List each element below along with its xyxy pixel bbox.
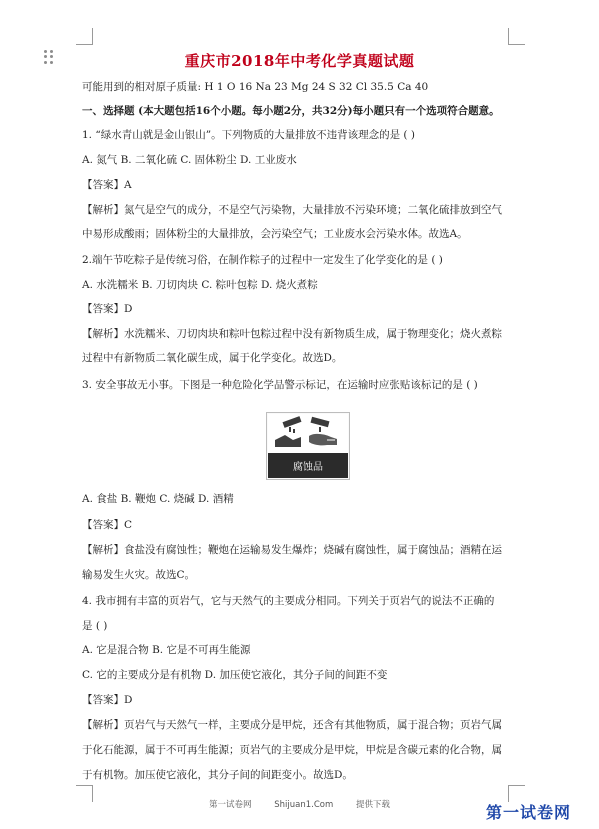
- footer-right: 提供下载: [355, 800, 390, 810]
- analysis-4-line-3: 于有机物。加压使它液化，其分子间的间距变小。故选D。: [82, 769, 353, 781]
- analysis-4-line-1: 【解析】页岩气与天然气一样，主要成分是甲烷，还含有其他物质，属于混合物；页岩气属: [82, 719, 502, 731]
- corrosive-warning-sign: [266, 412, 350, 480]
- analysis-4-line-2: 于化石能源，属于不可再生能源；页岩气的主要成分是甲烷，甲烷是含碳元素的化合物，属: [82, 744, 502, 756]
- analysis-3-line-1: 【解析】食盐没有腐蚀性；鞭炮在运输易发生爆炸；烧碱有腐蚀性，属于腐蚀品；酒精在运: [82, 544, 502, 556]
- analysis-1-line-1: 【解析】氮气是空气的成分，不是空气污染物，大量排放不污染环境；二氧化硫排放到空气: [82, 204, 502, 216]
- crop-mark-top-right: [508, 28, 525, 45]
- footer-left: 第一试卷网: [209, 800, 252, 810]
- answer-1: 【答案】A: [82, 179, 132, 191]
- analysis-2-line-1: 【解析】水洗糯米、刀切肉块和粽叶包粽过程中没有新物质生成，属于物理变化；烧火煮粽: [82, 328, 502, 340]
- analysis-1-line-2: 中易形成酸雨；固体粉尘的大量排放，会污染空气；工业废水会污染水体。故选A。: [82, 228, 468, 240]
- question-3-options: A. 食盐 B. 鞭炮 C. 烧碱 D. 酒精: [82, 493, 234, 505]
- answer-2: 【答案】D: [82, 303, 133, 315]
- question-2: 2.端午节吃粽子是传统习俗，在制作粽子的过程中一定发生了化学变化的是 ( ): [82, 254, 443, 266]
- analysis-2-line-2: 过程中有新物质二氧化碳生成，属于化学变化。故选D。: [82, 352, 343, 364]
- footer-center: Shijuan1.Com: [274, 800, 334, 810]
- corrosive-hazard-icon: [267, 413, 349, 479]
- crop-mark-top-left: [76, 28, 93, 45]
- page-title: 重庆市2018年中考化学真题试题: [184, 52, 415, 70]
- question-3: 3. 安全事故无小事。下图是一种危险化学品警示标记，在运输时应张贴该标记的是 ( ): [82, 379, 478, 391]
- question-4-options-ab: A. 它是混合物 B. 它是不可再生能源: [82, 644, 251, 656]
- question-4-continued: 是 ( ): [82, 620, 108, 632]
- answer-3: 【答案】C: [82, 519, 133, 531]
- question-4-options-cd: C. 它的主要成分是有机物 D. 加压使它液化，其分子间的间距不变: [82, 669, 388, 681]
- question-1-options: A. 氮气 B. 二氧化硫 C. 固体粉尘 D. 工业废水: [82, 154, 297, 166]
- analysis-3-line-2: 输易发生火灾。故选C。: [82, 569, 196, 581]
- answer-4: 【答案】D: [82, 694, 133, 706]
- section-heading: 一、选择题 (本大题包括16个小题。每小题2分，共32分)每小题只有一个选项符合题意。: [82, 105, 500, 117]
- question-1: 1. “绿水青山就是金山银山”。下列物质的大量排放不违背该理念的是 ( ): [82, 129, 415, 141]
- atomic-mass-line: 可能用到的相对原子质量: H 1 O 16 Na 23 Mg 24 S 32 Cl 35.5 Ca 40: [82, 81, 429, 93]
- question-4: 4. 我市拥有丰富的页岩气，它与天然气的主要成分相同。下列关于页岩气的说法不正确的: [82, 595, 495, 607]
- question-2-options: A. 水洗糯米 B. 刀切肉块 C. 粽叶包粽 D. 烧火煮粽: [82, 279, 318, 291]
- figure-caption: 腐蚀品: [293, 462, 323, 473]
- brand-watermark: 第一试卷网: [486, 803, 572, 822]
